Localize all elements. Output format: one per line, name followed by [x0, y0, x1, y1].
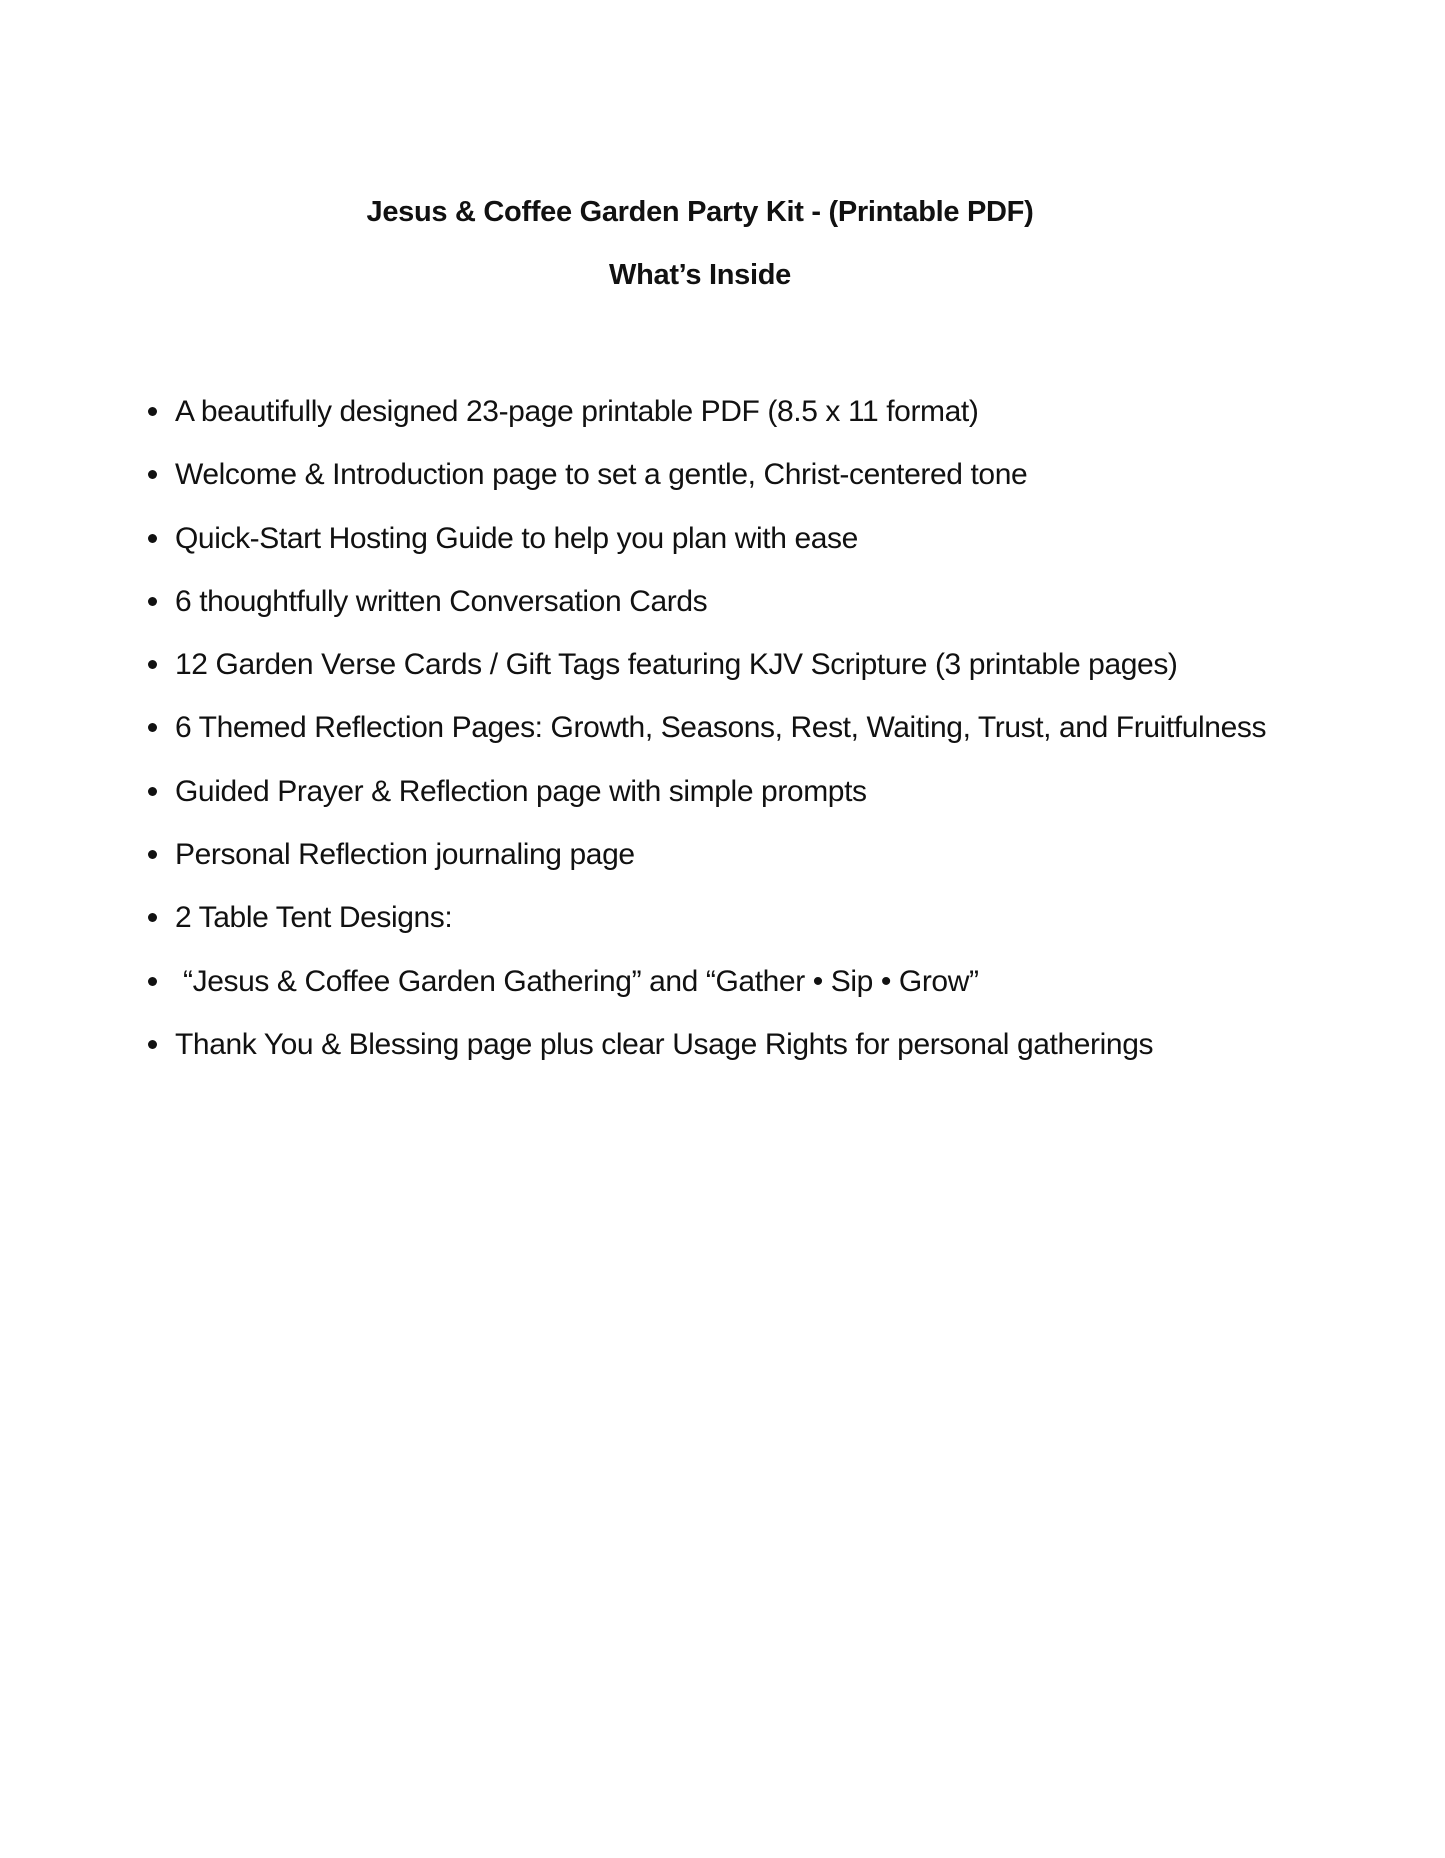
list-item-text: Quick-Start Hosting Guide to help you plan with ease — [175, 521, 858, 555]
list-item — [145, 443, 1285, 506]
list-item — [145, 760, 1285, 823]
list-item-text: Welcome & Introduction page to set a gentle, Christ-centered tone — [175, 458, 1028, 492]
list-item-text: 6 Themed Reflection Pages: Growth, Seasons, Rest, Waiting, Trust, and Fruitfulness — [175, 711, 1267, 745]
list-item — [145, 823, 1285, 886]
list-item-text: 6 thoughtfully written Conversation Cards — [175, 584, 708, 618]
bullet-icon — [148, 787, 157, 796]
bullet-icon — [148, 407, 157, 416]
list-item — [145, 696, 1285, 759]
list-item — [145, 507, 1285, 570]
bullet-icon — [148, 597, 157, 606]
list-item — [145, 886, 1285, 949]
bullet-icon — [148, 850, 157, 859]
bullet-icon — [148, 913, 157, 922]
bullet-icon — [148, 534, 157, 543]
list-item — [145, 1013, 1285, 1076]
list-item-text: Guided Prayer & Reflection page with simple prompts — [175, 774, 867, 808]
document-subtitle: What’s Inside — [609, 259, 791, 291]
bullet-icon — [148, 977, 157, 986]
list-item — [145, 950, 1285, 1013]
list-item-text: Thank You & Blessing page plus clear Usage Rights for personal gatherings — [175, 1027, 1154, 1061]
contents-list — [145, 380, 1285, 1076]
list-item — [145, 380, 1285, 443]
list-item-text: 12 Garden Verse Cards / Gift Tags featuring KJV Scripture (3 printable pages) — [175, 648, 1178, 682]
list-item-text: A beautifully designed 23-page printable PDF (8.5 x 11 format) — [175, 395, 979, 428]
list-item — [145, 633, 1285, 696]
list-item-text: 2 Table Tent Designs: — [175, 901, 453, 935]
bullet-icon — [148, 660, 157, 669]
bullet-icon — [148, 470, 157, 479]
bullet-icon — [148, 1040, 157, 1049]
document-title: Jesus & Coffee Garden Party Kit - (Printable PDF) — [366, 196, 1034, 228]
list-item — [145, 570, 1285, 633]
list-item-text: “Jesus & Coffee Garden Gathering” and “Gather • Sip • Grow” — [183, 964, 979, 998]
list-item-text: Personal Reflection journaling page — [175, 838, 635, 872]
bullet-icon — [148, 723, 157, 732]
